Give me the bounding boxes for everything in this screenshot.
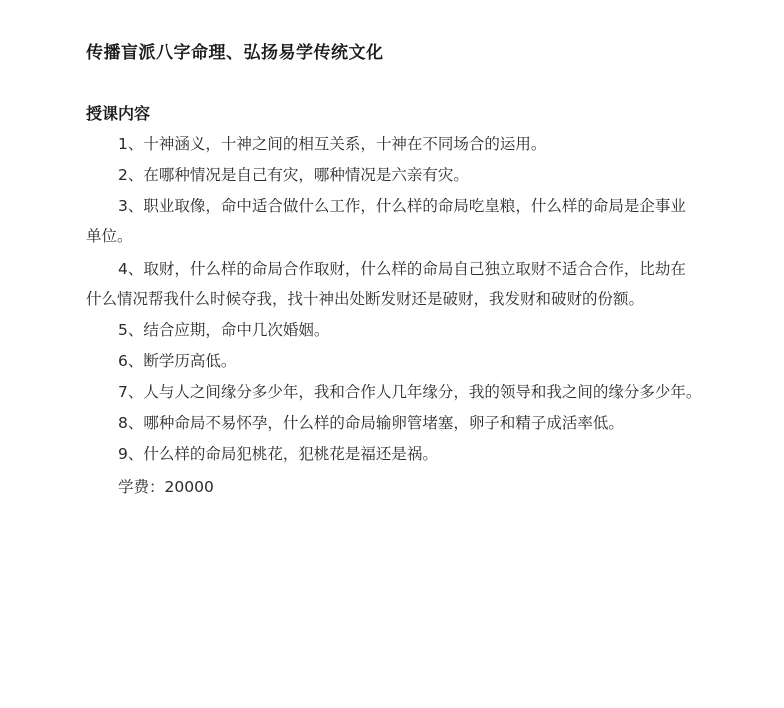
list-item — [86, 254, 718, 314]
list-item-text: 7、人与人之间缘分多少年，我和合作人几年缘分，我的领导和我之间的缘分多少年。 — [118, 383, 702, 401]
list-item-continuation: 单位。 — [86, 227, 133, 245]
list-item-text: 1、十神涵义，十神之间的相互关系，十神在不同场合的运用。 — [118, 135, 547, 153]
list-item — [118, 439, 718, 469]
list-item-text: 6、断学历高低。 — [118, 352, 237, 370]
document-title: 传播盲派八字命理、弘扬易学传统文化 — [86, 43, 384, 63]
list-item-continuation: 什么情况帮我什么时候夺我，找十神出处断发财还是破财，我发财和破财的份额。 — [86, 290, 645, 308]
list-item-text: 5、结合应期，命中几次婚姻。 — [118, 321, 330, 339]
list-item — [118, 315, 718, 345]
list-item-text: 8、哪种命局不易怀孕，什么样的命局输卵管堵塞，卵子和精子成活率低。 — [118, 414, 624, 432]
list-item-text: 2、在哪种情况是自己有灾，哪种情况是六亲有灾。 — [118, 166, 469, 184]
tuition-fee: 学费：20000 — [118, 478, 214, 496]
list-item — [118, 346, 718, 376]
list-item-text: 4、取财，什么样的命局合作取财，什么样的命局自己独立取财不适合合作，比劫在 — [118, 260, 686, 278]
list-item — [118, 129, 718, 159]
list-item — [118, 408, 718, 438]
list-item — [118, 377, 718, 407]
section-heading: 授课内容 — [86, 104, 151, 123]
list-item — [86, 191, 718, 251]
list-item-text: 3、职业取像，命中适合做什么工作，什么样的命局吃皇粮，什么样的命局是企事业 — [118, 197, 686, 215]
list-item-text: 9、什么样的命局犯桃花，犯桃花是福还是祸。 — [118, 445, 438, 463]
list-item — [118, 160, 718, 190]
